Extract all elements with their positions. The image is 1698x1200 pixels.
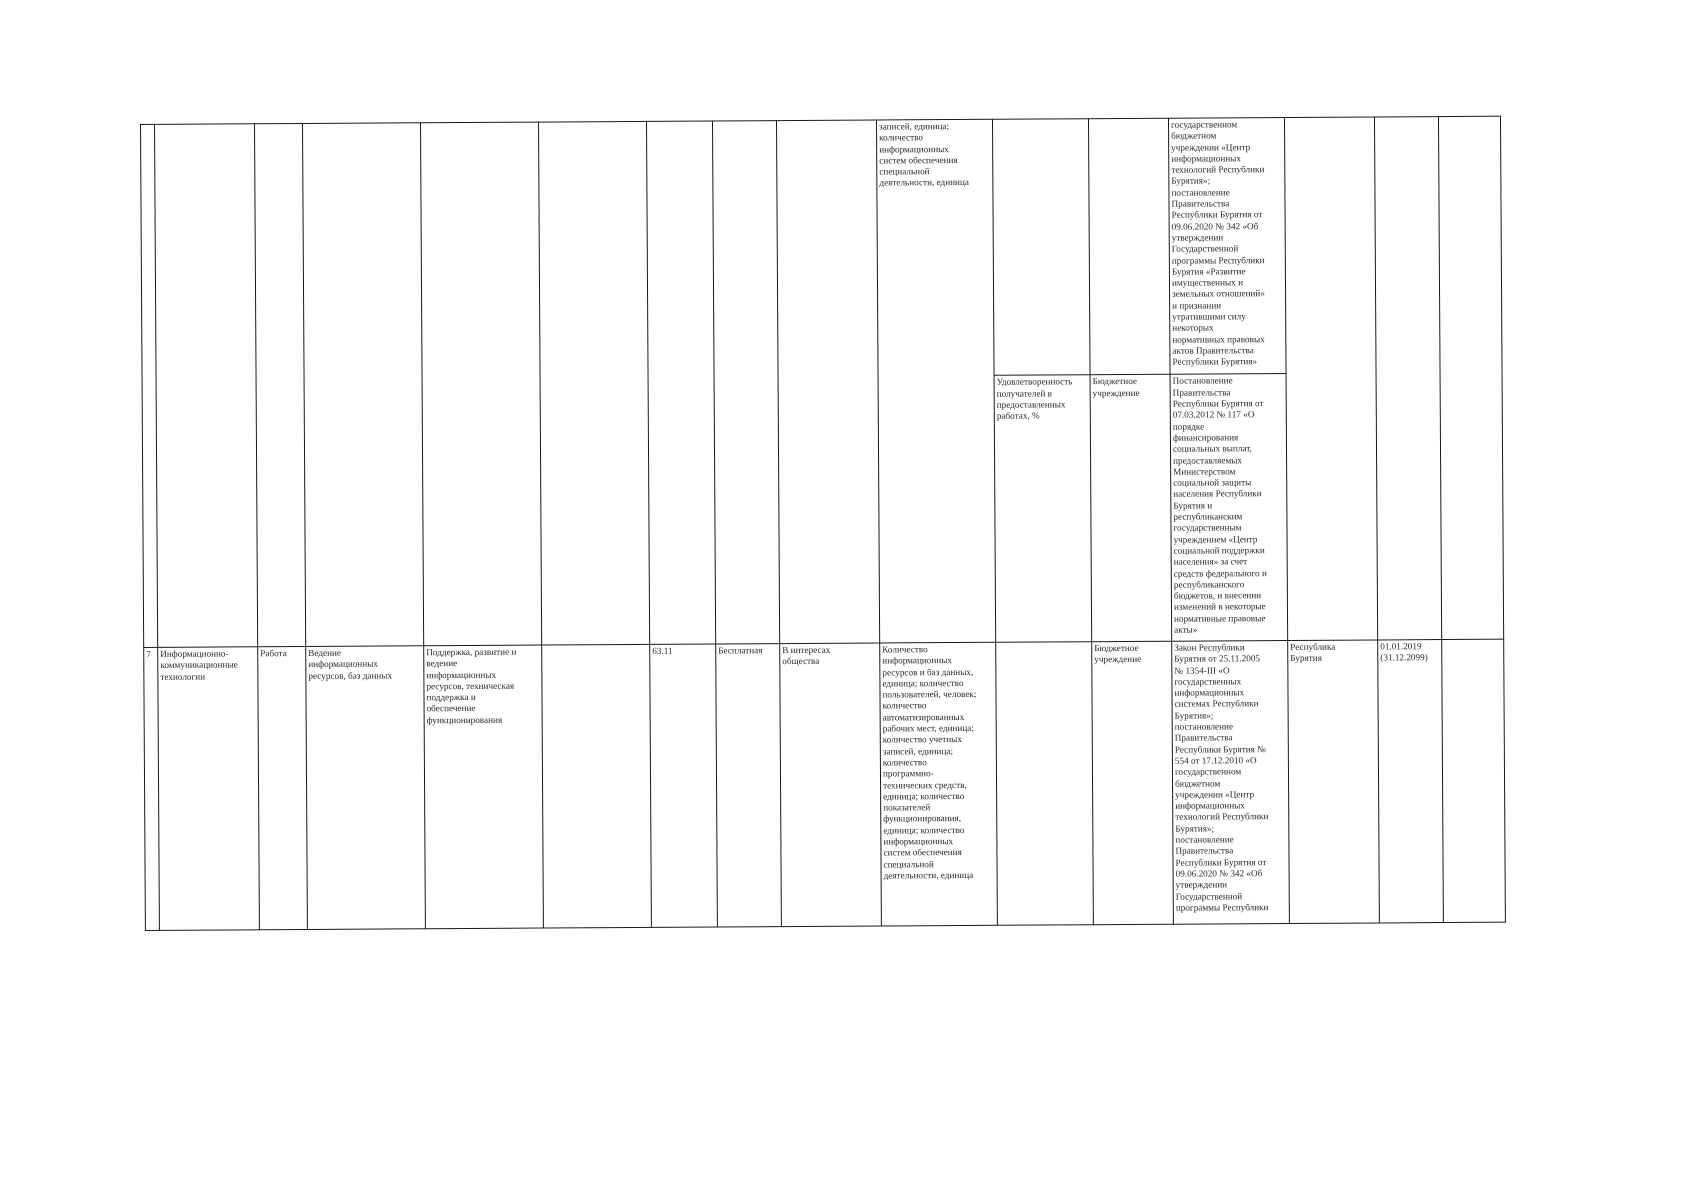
work-name-text: Ведение информационных ресурсов, баз данных <box>308 647 393 681</box>
dates-cell <box>1378 640 1444 923</box>
work-content-text: Поддержка, развитие и ведение информационных ресурсов, техническая поддержка и обеспечение функционирования <box>426 646 517 726</box>
legal-basis-text: Закон Республики Бурятия от 25.11.2005 № 1354-III «О государственных информационных системах Республики Бурятия»; постановление Правительства Республики Бурятия № 554 от 17.12.2010 «О государственном бюджетном учреждении «Центр информационных технологий Республики Бурятия»; постановление Правительства Республики Бурятия от 09.06.2020 № 342 «Об утверждении Государственной программы Республики <box>1174 642 1269 913</box>
region-cell <box>1288 640 1380 924</box>
basis-continued-text: государственном бюджетном учреждении «Центр информационных технологий Республики Бурятия»; постановление Правительства Республики Бурятия от 09.06.2020 № 342 «Об утверждении Государственной программы Республики Бурятия «Развитие имущественных и земельных отношений» и признании утратившими силу некоторых нормативных правовых актов Правительства Республики Бурятия» <box>1170 119 1265 367</box>
dates-cell-empty <box>1374 117 1441 640</box>
work-type-cell <box>258 646 308 929</box>
payment-text: Бесплатная <box>718 645 763 656</box>
institution-type-text: Бюджетное учреждение <box>1094 642 1142 665</box>
services-register-table <box>140 116 1506 931</box>
activity-area-text: Информационно- коммуникационные технологии <box>160 648 238 682</box>
indicator-cell-empty <box>992 119 1090 376</box>
okved-code-cell <box>650 644 718 927</box>
consumers-text: В интересах общества <box>782 644 831 667</box>
indicators-continued-text: записей, единица; количество информационных систем обеспечения специальной деятельности, единица <box>878 121 969 188</box>
area-cell-empty <box>155 124 258 648</box>
row-number: 7 <box>146 648 151 659</box>
blank-cell <box>542 644 652 928</box>
extra-cell-empty <box>1438 116 1503 639</box>
code-cell-empty <box>646 121 715 644</box>
dates-text: 01.01.2019 (31.12.2099) <box>1380 641 1428 663</box>
institution-cell <box>1090 375 1172 642</box>
basis-text: Постановление Правительства Республики Бурятия от 07.03.2012 № 117 «О порядке финансирования социальных выплат, предоставляемых Министерством социальной защиты населения Республики Бурятия и республиканским государственным учреждением «Центр социальной поддержки населения» за счет средств федерального и республиканского бюджетов, и внесении изменений в некоторые нормативные правовые акты» <box>1172 375 1267 635</box>
type-cell-empty <box>255 124 306 647</box>
activity-area-cell <box>158 647 260 931</box>
institution-text: Бюджетное учреждение <box>1092 376 1140 398</box>
satisfaction-indicator-text: Удовлетворенность получателей в предоставленных работах, % <box>996 376 1073 422</box>
work-name-cell <box>306 646 426 930</box>
region-text: Республика Бурятия <box>1290 641 1336 664</box>
institution-cell-empty <box>1088 118 1170 375</box>
name-cell-empty <box>303 123 424 647</box>
content-cell-empty <box>420 122 541 646</box>
indicators-cell-continued <box>876 119 995 643</box>
table-row-7 <box>144 639 1506 930</box>
volume-indicators-text: Количество информационных ресурсов и баз данных, единица; количество пользователей, человек; количество автоматизированных рабочих мест, единица; количество учетных записей, единица; количество программно- технических средств, единица; количество показателей функционирования, единица; количество информационных систем обеспечения специальной деятельности, единица <box>882 644 977 881</box>
work-content-cell <box>424 645 544 929</box>
continuation-row-1 <box>141 116 1503 381</box>
okved-code-text: 63.11 <box>652 645 673 656</box>
region-cell-empty <box>1284 117 1377 641</box>
volume-indicators-cell <box>880 642 998 926</box>
consumers-cell-empty <box>776 120 879 644</box>
satisfaction-indicator-cell <box>994 375 1092 642</box>
institution-type-cell <box>1092 641 1174 924</box>
work-type-text: Работа <box>260 648 287 659</box>
blank-cell-empty <box>538 121 649 645</box>
payment-cell <box>716 644 782 927</box>
consumers-cell <box>780 643 882 927</box>
quality-indicators-cell <box>996 642 1094 926</box>
basis-cell <box>1170 374 1288 641</box>
payment-cell-empty <box>712 121 779 644</box>
legal-basis-cell <box>1172 640 1290 924</box>
basis-cell-continued <box>1168 118 1286 375</box>
extra-cell <box>1442 639 1506 922</box>
